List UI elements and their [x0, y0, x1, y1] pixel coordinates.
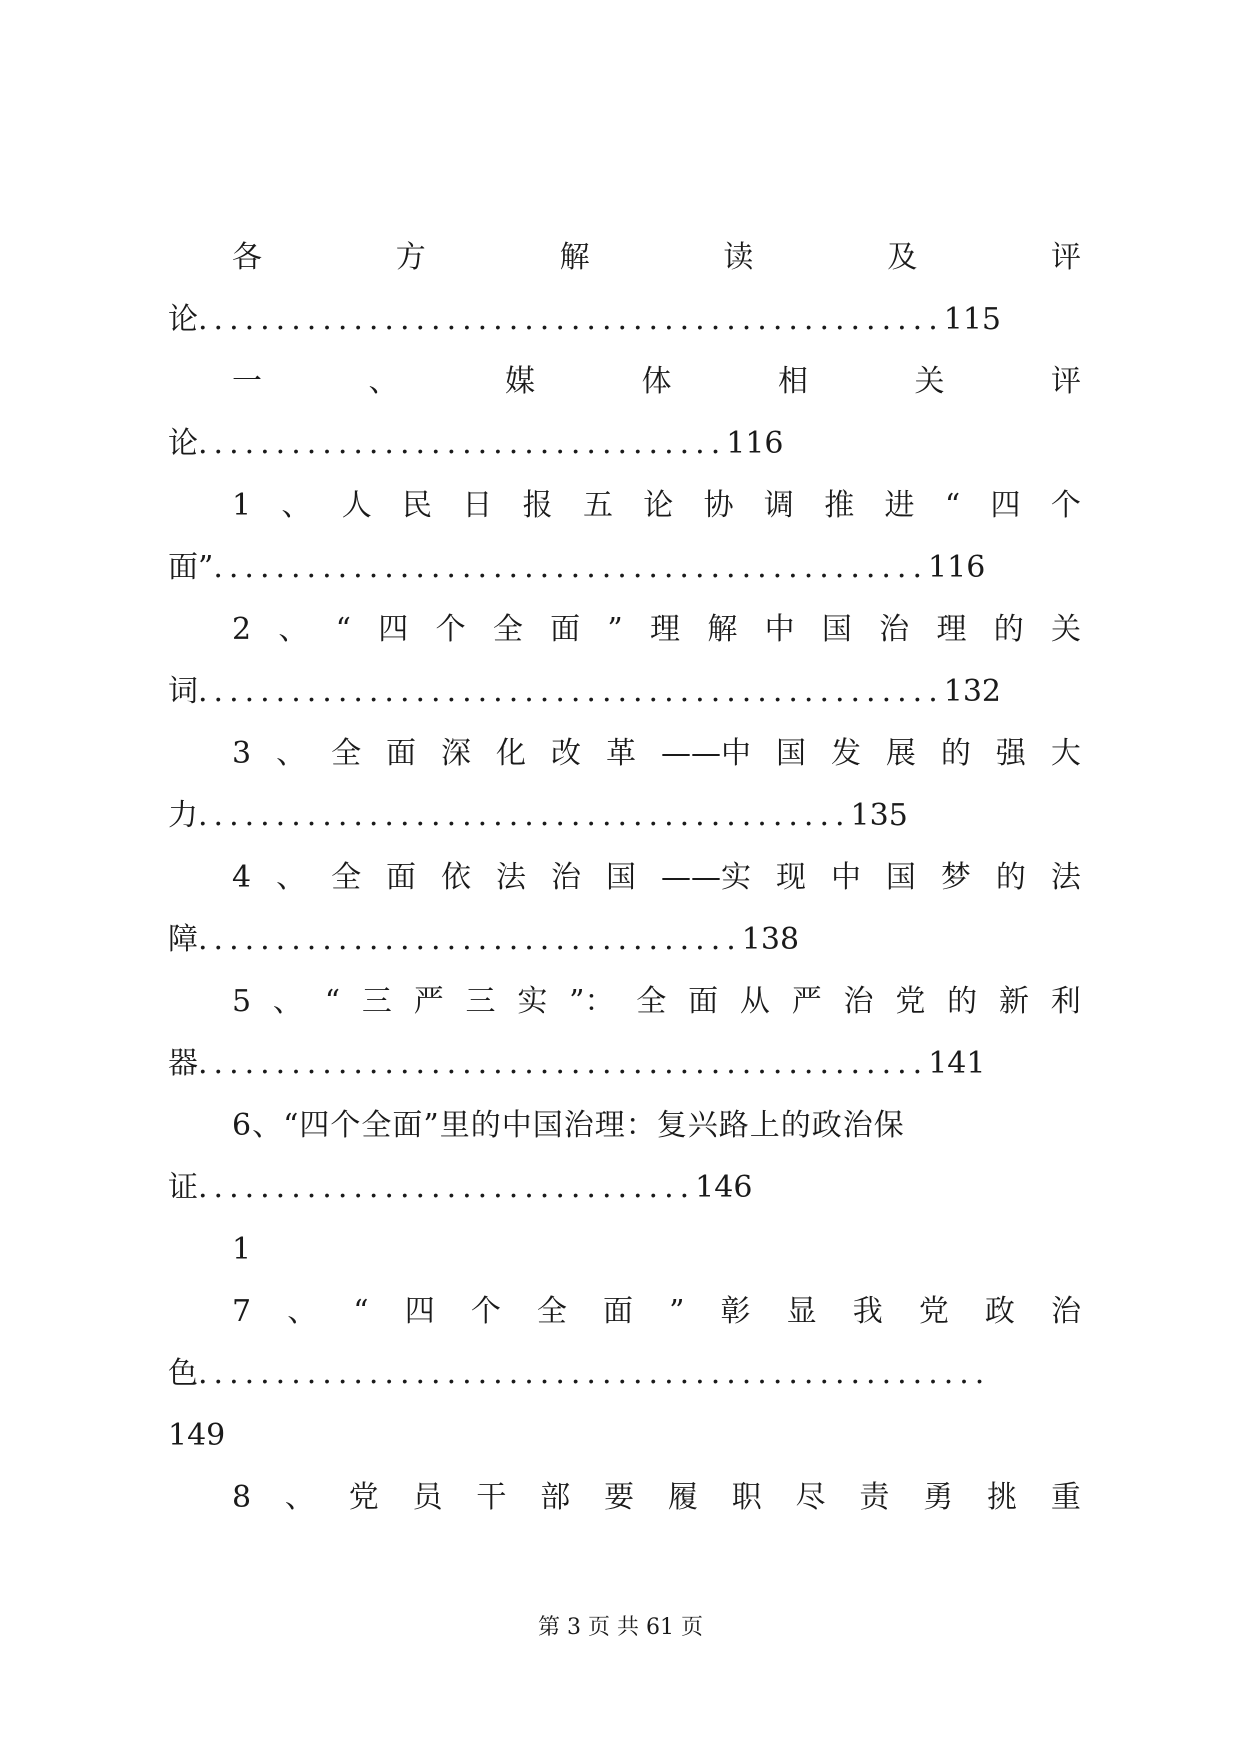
toc-leader-line: [168, 1160, 1081, 1216]
toc-dot-leader: ...................................: [198, 922, 742, 957]
toc-tail-text: 色: [168, 1356, 198, 1391]
toc-char: 国: [885, 860, 916, 895]
toc-char: 四: [990, 488, 1021, 523]
toc-tail-text: 障: [168, 922, 198, 957]
toc-char: 论: [643, 488, 674, 523]
toc-entry-spread: [232, 850, 1081, 906]
toc-char: 、: [276, 860, 307, 895]
toc-leader-line: [168, 664, 1081, 720]
toc-char: 勇: [923, 1480, 954, 1515]
toc-char: 相: [778, 364, 808, 399]
toc-char: 、: [368, 364, 399, 399]
toc-char: 、: [284, 1480, 315, 1515]
toc-char: 的: [940, 736, 971, 771]
toc-dot-leader: ...............................................: [198, 1046, 929, 1081]
toc-char: 人: [341, 488, 372, 523]
toc-char: 要: [604, 1480, 635, 1515]
toc-char: 政: [984, 1294, 1015, 1329]
toc-char: 严: [413, 984, 444, 1019]
toc-page-number: 132: [943, 674, 1001, 709]
toc-entry-spread: [232, 1470, 1081, 1526]
toc-char: 四: [378, 612, 409, 647]
page-footer: [0, 1613, 1241, 1643]
toc-heading-spread: [232, 354, 1081, 410]
toc-char: 8: [232, 1480, 252, 1515]
toc-char: 一: [232, 364, 262, 399]
toc-char: 我: [852, 1294, 883, 1329]
toc-char: 3: [232, 736, 252, 771]
toc-page-line: [168, 1408, 1081, 1464]
toc-leader-line: [168, 416, 1081, 472]
toc-char: “: [353, 1294, 369, 1329]
toc-char: 深: [441, 736, 472, 771]
toc-char: 全: [331, 860, 362, 895]
toc-entry-spread: [232, 1284, 1081, 1340]
toc-page-number: 149: [168, 1418, 226, 1453]
toc-tail-text: 面”: [168, 550, 214, 585]
toc-char: 全: [331, 736, 362, 771]
toc-char: 治: [1051, 1294, 1081, 1329]
toc-char: 个: [1050, 488, 1081, 523]
toc-char: 改: [551, 736, 581, 771]
toc-char: ——实: [660, 860, 751, 895]
toc-char: 显: [786, 1294, 817, 1329]
toc-leader-line: [168, 1036, 1081, 1092]
toc-char: 国: [775, 736, 806, 771]
toc-tail-text: 论: [168, 426, 198, 461]
toc-char: 全: [536, 1294, 567, 1329]
toc-char: 中: [830, 860, 861, 895]
toc-char: 干: [476, 1480, 507, 1515]
toc-char: 7: [232, 1294, 252, 1329]
toc-char: 梦: [940, 860, 971, 895]
toc-entry-spread: [232, 602, 1081, 658]
toc-page-number: 116: [726, 426, 784, 461]
toc-entry-spread: [232, 974, 1081, 1030]
toc-char: 面: [386, 860, 417, 895]
toc-char: 部: [540, 1480, 571, 1515]
toc-char: 大: [1050, 736, 1081, 771]
toc-char: 解: [707, 612, 738, 647]
toc-char: 党: [348, 1480, 379, 1515]
toc-char: 的: [947, 984, 978, 1019]
toc-page-number: 135: [850, 798, 908, 833]
toc-tail-text: 论: [168, 302, 198, 337]
toc-char: 理: [936, 612, 967, 647]
toc-leader-line: [168, 788, 1081, 844]
toc-char: 全: [492, 612, 523, 647]
toc-leader-line: [168, 540, 1081, 596]
toc-char: 关: [1051, 612, 1081, 647]
toc-leader-line: [168, 912, 1081, 968]
toc-char: 评: [1050, 240, 1081, 275]
toc-char: 五: [582, 488, 613, 523]
toc-char: 实: [517, 984, 548, 1019]
toc-char: 推: [824, 488, 855, 523]
toc-char: ——中: [660, 736, 751, 771]
toc-char: 1: [232, 488, 252, 523]
toc-char: 强: [995, 736, 1026, 771]
toc-char: 个: [470, 1294, 501, 1329]
toc-char: 5: [232, 984, 252, 1019]
toc-char: 中: [764, 612, 795, 647]
toc-char: 国: [605, 860, 636, 895]
toc-page-number: 146: [695, 1170, 753, 1205]
toc-char: 体: [641, 364, 672, 399]
toc-char: 2: [232, 612, 252, 647]
toc-char: 展: [885, 736, 916, 771]
toc-char: 、: [276, 736, 307, 771]
toc-tail-text: 器: [168, 1046, 198, 1081]
toc-char: 发: [830, 736, 861, 771]
toc-dot-leader: ..................................: [198, 426, 727, 461]
toc-char: 四: [404, 1294, 435, 1329]
toc-char: 4: [232, 860, 252, 895]
toc-char: 评: [1051, 364, 1081, 399]
toc-char: 三: [361, 984, 392, 1019]
toc-char: 治: [843, 984, 874, 1019]
toc-char: 理: [650, 612, 681, 647]
toc-char: 三: [465, 984, 496, 1019]
toc-char: 进: [884, 488, 915, 523]
toc-char: 读: [723, 240, 754, 275]
toc-char: 面: [688, 984, 719, 1019]
toc-char: 的: [995, 860, 1026, 895]
toc-char: “: [324, 984, 341, 1019]
toc-char: 、: [281, 488, 312, 523]
toc-char: 责: [859, 1480, 890, 1515]
toc-char: 新: [998, 984, 1029, 1019]
toc-char: 各: [232, 240, 262, 275]
toc-char: 个: [435, 612, 466, 647]
toc-char: 民: [402, 488, 433, 523]
toc-entry-spread: [232, 726, 1081, 782]
toc-char: 从: [739, 984, 770, 1019]
toc-char: ”：: [569, 984, 615, 1019]
toc-char: 日: [462, 488, 493, 523]
toc-dot-leader: ..........................................: [198, 798, 851, 833]
toc-char: 利: [1050, 984, 1081, 1019]
toc-char: 法: [1050, 860, 1081, 895]
toc-char: 面: [603, 1294, 633, 1329]
toc-char: “: [944, 488, 961, 523]
toc-dot-leader: ................................................: [198, 302, 944, 337]
toc-page-number: 138: [741, 922, 800, 957]
toc-char: 党: [918, 1294, 949, 1329]
toc-char: 党: [895, 984, 926, 1019]
toc-char: 化: [496, 736, 527, 771]
toc-char: 、: [278, 612, 309, 647]
toc-char: 全: [636, 984, 667, 1019]
toc-char: 国: [821, 612, 852, 647]
toc-tail-text: 力: [168, 798, 198, 833]
toc-char: 重: [1050, 1480, 1081, 1515]
toc-dot-leader: ................................: [198, 1170, 696, 1205]
toc-entry-spread: [232, 478, 1081, 534]
toc-char: 、: [272, 984, 303, 1019]
toc-entry-text: [232, 1098, 1145, 1154]
toc-char: 、: [287, 1294, 318, 1329]
stray-number: [232, 1222, 1145, 1278]
toc-char: ”: [607, 612, 623, 647]
toc-leader-line: [168, 292, 1081, 348]
toc-page-number: 115: [943, 302, 1001, 337]
toc-char: 面: [386, 736, 417, 771]
toc-char: 面: [550, 612, 581, 647]
toc-heading-spread: [232, 230, 1081, 286]
toc-char: ”: [669, 1294, 685, 1329]
toc-tail-text: 词: [168, 674, 198, 709]
toc-tail-text: 证: [168, 1170, 198, 1205]
toc-char: 关: [914, 364, 945, 399]
toc-page-number: 141: [928, 1046, 986, 1081]
toc-char: 媒: [505, 364, 535, 399]
toc-char: 的: [993, 612, 1024, 647]
toc-char: 报: [522, 488, 553, 523]
toc-char: 尽: [795, 1480, 826, 1515]
toc-leader-line: [168, 1346, 1081, 1402]
toc-char: 依: [441, 860, 472, 895]
toc-page-number: 116: [928, 550, 986, 585]
toc-char: 方: [395, 240, 426, 275]
toc-char: 治: [879, 612, 910, 647]
toc-char: 调: [763, 488, 794, 523]
toc-dot-leader: ................................................: [198, 674, 944, 709]
toc-dot-leader: ...................................................: [198, 1356, 991, 1391]
toc-char: 履: [667, 1480, 698, 1515]
toc-char: 及: [887, 240, 918, 275]
toc-char: 协: [703, 488, 734, 523]
toc-char: 严: [791, 984, 822, 1019]
toc-char: 解: [559, 240, 590, 275]
stray-number-text: 1: [232, 1232, 252, 1267]
toc-char: 法: [496, 860, 527, 895]
toc-char: 彰: [720, 1294, 751, 1329]
toc-char: 挑: [987, 1480, 1018, 1515]
toc-entry-title: 6、“四个全面”里的中国治理：复兴路上的政治保: [232, 1108, 905, 1143]
toc-dot-leader: ..............................................: [213, 550, 929, 585]
toc-char: “: [335, 612, 351, 647]
toc-char: 治: [551, 860, 581, 895]
toc-char: 职: [731, 1480, 762, 1515]
page-number-footer: 第 3 页 共 61 页: [538, 1615, 703, 1640]
toc-char: 员: [412, 1480, 443, 1515]
toc-char: 现: [775, 860, 806, 895]
toc-char: 革: [605, 736, 636, 771]
